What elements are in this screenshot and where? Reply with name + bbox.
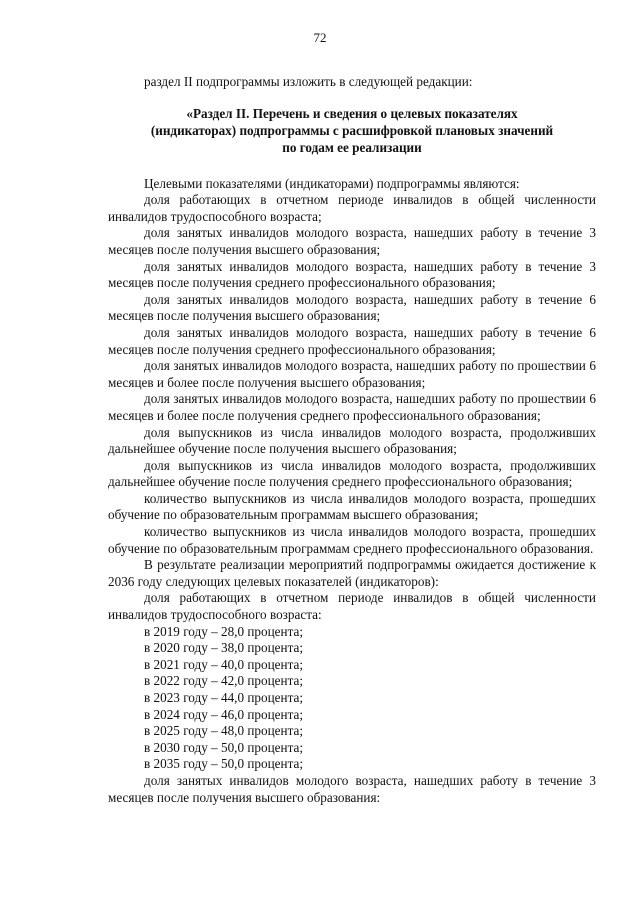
paragraph: доля занятых инвалидов молодого возраста, нашедших работу по прошествии 6 месяцев и более после получения высшего образования; xyxy=(108,358,596,390)
paragraph: количество выпускников из числа инвалидов молодого возраста, прошедших обучение по образовательным программам высшего образования; xyxy=(108,490,596,523)
indicator-list xyxy=(108,176,596,624)
section-heading-line: по годам ее реализации xyxy=(282,139,422,155)
paragraph: доля выпускников из числа инвалидов молодого возраста, продолживших дальнейшее обучение после получения высшего образования; xyxy=(108,424,596,457)
paragraph: доля работающих в отчетном периоде инвалидов в общей численности инвалидов трудоспособного возраста; xyxy=(108,192,596,224)
paragraph: доля занятых инвалидов молодого возраста, нашедших работу в течение 6 месяцев после получения высшего образования; xyxy=(108,291,596,324)
paragraph: Целевыми показателями (индикаторами) подпрограммы являются: xyxy=(144,175,520,191)
year-value-item: в 2024 году – 46,0 процента; xyxy=(144,706,304,722)
paragraph: доля занятых инвалидов молодого возраста, нашедших работу в течение 3 месяцев после получения высшего образования: xyxy=(108,772,596,805)
paragraph: доля занятых инвалидов молодого возраста, нашедших работу по прошествии 6 месяцев и более после получения среднего профессионального образования; xyxy=(108,391,596,423)
paragraph: доля занятых инвалидов молодого возраста, нашедших работу в течение 3 месяцев после получения высшего образования; xyxy=(108,225,596,257)
paragraph: В результате реализации мероприятий подпрограммы ожидается достижение к 2036 году следующих целевых показателей (индикаторов): xyxy=(108,557,596,589)
year-value-item: в 2030 году – 50,0 процента; xyxy=(144,739,304,755)
paragraph: доля работающих в отчетном периоде инвалидов в общей численности инвалидов трудоспособного возраста: xyxy=(108,590,596,623)
paragraph: доля занятых инвалидов молодого возраста, нашедших работу в течение 3 месяцев после получения среднего профессионального образования; xyxy=(108,258,596,291)
section-heading-line: (индикаторах) подпрограммы с расшифровкой плановых значений xyxy=(150,122,554,138)
year-value-item: в 2035 году – 50,0 процента; xyxy=(144,756,304,772)
year-value-item: в 2021 году – 40,0 процента; xyxy=(144,656,304,672)
paragraph: доля выпускников из числа инвалидов молодого возраста, продолживших дальнейшее обучение после получения среднего профессионального образования; xyxy=(108,457,596,490)
section-heading xyxy=(108,105,596,156)
section-heading-line: «Раздел II. Перечень и сведения о целевых показателях xyxy=(186,105,518,121)
year-value-item: в 2020 году – 38,0 процента; xyxy=(144,640,304,656)
year-value-item: в 2025 году – 48,0 процента; xyxy=(144,723,304,739)
document-body xyxy=(108,74,596,806)
year-value-item: в 2023 году – 44,0 процента; xyxy=(144,690,304,705)
intro-line: раздел II подпрограммы изложить в следующей редакции: xyxy=(144,74,473,89)
year-values-list xyxy=(108,624,596,773)
year-value-item: в 2022 году – 42,0 процента; xyxy=(144,673,304,689)
paragraph: количество выпускников из числа инвалидов молодого возраста, прошедших обучение по образовательным программам среднего профессионального образования. xyxy=(108,524,596,556)
year-value-item: в 2019 году – 28,0 процента; xyxy=(144,623,304,639)
paragraph: доля занятых инвалидов молодого возраста, нашедших работу в течение 6 месяцев после получения среднего профессионального образования; xyxy=(108,324,596,357)
page-number: 72 xyxy=(313,30,327,45)
